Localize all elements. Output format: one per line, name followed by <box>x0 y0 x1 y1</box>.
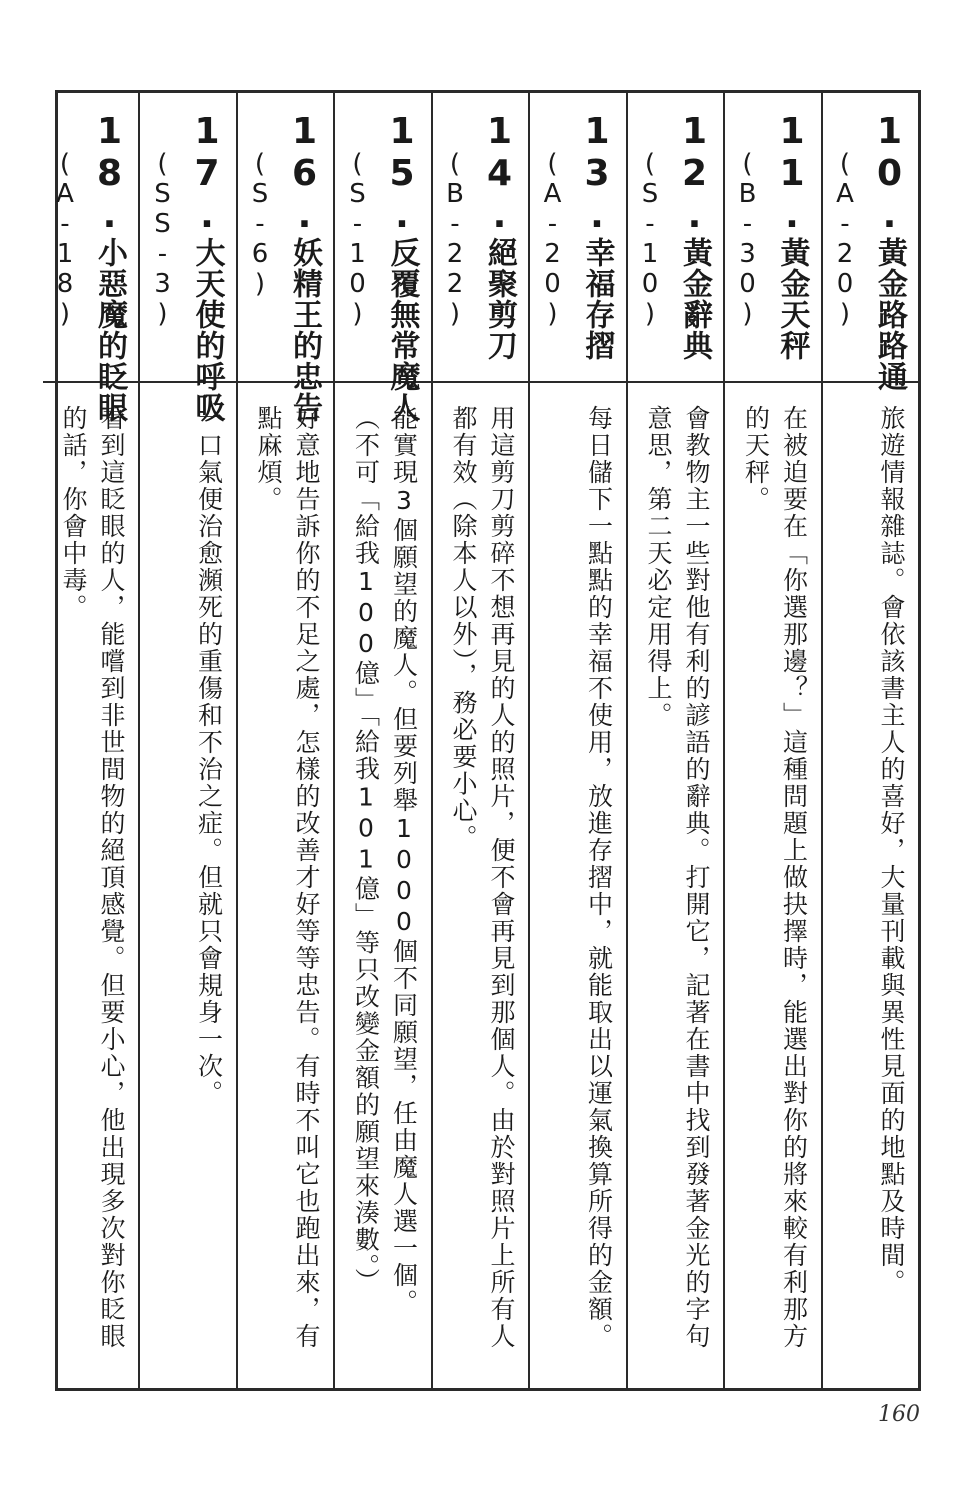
item-desc-cell <box>530 383 626 1388</box>
table-row <box>138 93 236 1388</box>
item-desc-cell <box>823 383 919 1388</box>
item-code: (S-10) <box>342 149 373 329</box>
item-desc-cell <box>238 383 334 1388</box>
item-description: 在被迫要在「你選那邊？」這種問題上做抉擇時，能選出對你的將來較有利那方的天秤。 <box>741 405 809 1350</box>
item-name-cell <box>725 93 821 383</box>
item-desc-cell <box>725 383 821 1388</box>
item-name: 17.大天使的呼吸 <box>186 111 228 423</box>
item-description: 用這剪刀剪碎不想再見的人的照片，便不會再見到那個人。由於對照片上所有人都有效（除本人以外），務必要小心。 <box>449 405 516 1350</box>
item-name: 15.反覆無常魔人 <box>381 111 423 423</box>
item-desc-cell <box>140 383 236 1388</box>
item-description: 會教物主一些對他有利的諺語的辭典。打開它，記著在書中找到發著金光的字句意思，第二天必定用得上。 <box>644 405 711 1350</box>
item-code: (S-6) <box>245 149 275 299</box>
item-desc-cell <box>43 383 139 1388</box>
table-row <box>236 93 334 1388</box>
item-code: (A-20) <box>537 149 568 329</box>
table-row <box>43 93 139 1388</box>
item-name-cell <box>530 93 626 383</box>
item-description: 一口氣便治愈瀕死的重傷和不治之症。但就只會規身一次。 <box>194 405 224 1107</box>
table-row <box>821 93 919 1388</box>
item-name: 10.黃金路路通 <box>869 111 910 392</box>
item-description: 好意地告訴你的不足之處，怎樣的改善才好等等忠告。有時不叫它也跑出來，有點麻煩。 <box>254 405 321 1350</box>
item-name-cell <box>238 93 334 423</box>
table-row <box>723 93 821 1388</box>
item-name: 18.小惡魔的眨眼 <box>89 111 130 423</box>
item-code: (B-22) <box>440 149 470 329</box>
item-description: 看到這眨眼的人，能嚐到非世間物的絕頂感覺。但要小心，他出現多次對你眨眼的話，你會中毒。 <box>59 405 126 1350</box>
table-row <box>333 93 431 1388</box>
table-row <box>528 93 626 1388</box>
item-code: (S-10) <box>635 149 665 329</box>
item-name: 14.絕聚剪刀 <box>479 111 520 361</box>
item-name-cell <box>335 93 431 423</box>
item-description: 每日儲下一點點的幸福不使用，放進存摺中，就能取出以運氣換算所得的金額。 <box>584 405 614 1350</box>
item-name: 12.黃金辭典 <box>674 111 715 361</box>
item-code: (B-30) <box>732 149 763 329</box>
table-row <box>626 93 724 1388</box>
item-name: 13.幸福存摺 <box>576 111 618 361</box>
item-name-cell <box>433 93 529 383</box>
item-name-cell <box>43 93 139 423</box>
item-name: 11.黃金天秤 <box>771 111 813 361</box>
item-desc-cell <box>433 383 529 1388</box>
item-name-cell <box>823 93 919 392</box>
item-name: 16.妖精王的忠告 <box>284 111 325 423</box>
item-description: 旅遊情報雜誌。會依該書主人的喜好，大量刊載與異性見面的地點及時間。 <box>877 405 906 1296</box>
table-row <box>431 93 529 1388</box>
item-code: (A-18) <box>50 149 80 329</box>
item-table <box>50 90 921 1391</box>
item-name-cell <box>140 93 236 423</box>
item-code: (A-20) <box>830 149 860 329</box>
item-description: 能實現3個願望的魔人。但要列舉1000個不同願望，任由魔人選一個。（不可「給我100億」「給我101億」等只改變金額的願望來湊數。） <box>351 405 419 1316</box>
page-number: 160 <box>878 1402 920 1427</box>
item-code: (SS-3) <box>147 149 178 329</box>
item-name-cell <box>628 93 724 383</box>
item-desc-cell <box>335 383 431 1388</box>
item-desc-cell <box>628 383 724 1388</box>
